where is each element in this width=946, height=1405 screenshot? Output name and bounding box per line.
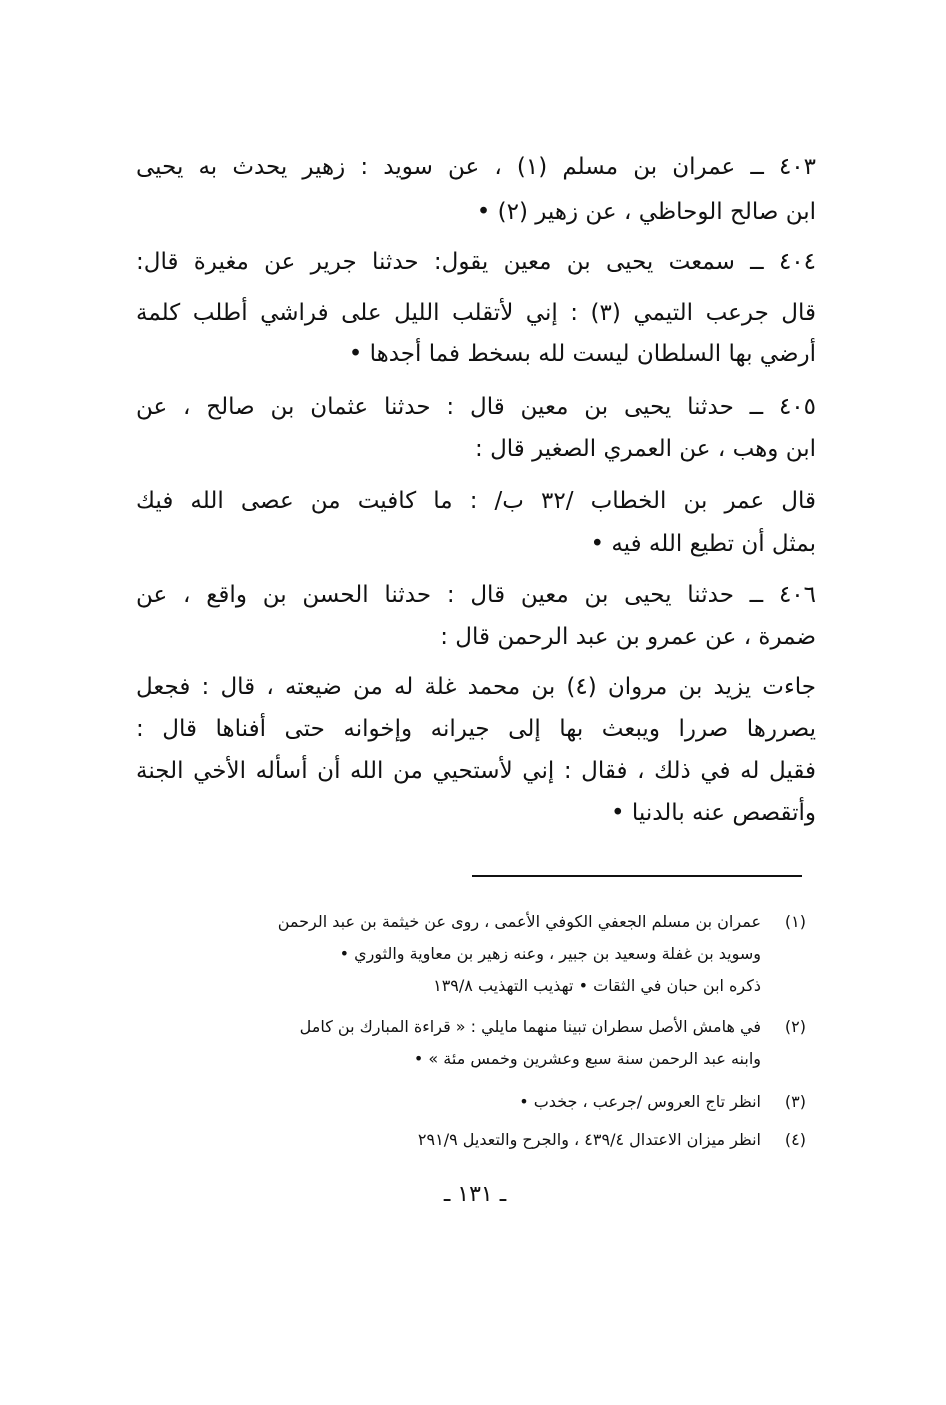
footnote-line: انظر ميزان الاعتدال ٤٣٩/٤ ، والجرح والتعديل ٢٩١/٩ <box>417 1130 761 1149</box>
body-line: جاءت يزيد بن مروان (٤) بن محمد غلة له من ضيعته ، قال : فجعل <box>136 674 816 700</box>
body-line: ٤٠٤ ــ سمعت يحيى بن معين يقول: حدثنا جرير عن مغيرة قال: <box>136 249 816 275</box>
footnote-number: (٣) <box>784 1092 806 1111</box>
body-line: فقيل له في ذلك ، فقال : إني لأستحيي من الله أن أسأله الأخي الجنة <box>136 758 816 784</box>
body-line: ٤٠٥ ــ حدثنا يحيى بن معين قال : حدثنا عثمان بن صالح ، عن <box>136 394 816 420</box>
body-line: يصررها صررا ويبعث بها إلى جيرانه وإخوانه حتى أفناها قال : <box>136 716 816 742</box>
body-line: ضمرة ، عن عمرو بن عبد الرحمن قال : <box>440 624 816 650</box>
body-line: ٤٠٣ ــ عمران بن مسلم (١) ، عن سويد : زهير يحدث به يحيى <box>136 154 816 180</box>
body-line: بمثل أن تطيع الله فيه • <box>590 531 816 557</box>
body-line: أرضي بها السلطان ليست لله بسخط فما أجدها • <box>348 341 816 367</box>
body-line: وأتقصص عنه بالدنيا • <box>611 800 816 826</box>
footnote-line: في هامش الأصل سطران تبينا منهما مايلي : « قراءة المبارك بن كامل <box>299 1017 761 1036</box>
page-number: ـ ١٣١ ـ <box>443 1182 507 1207</box>
footnote-number: (٢) <box>784 1017 806 1036</box>
body-line: ابن وهب ، عن العمري الصغير قال : <box>475 436 816 462</box>
footnote-separator <box>472 875 802 877</box>
body-line: ٤٠٦ ــ حدثنا يحيى بن معين قال : حدثنا الحسن بن واقع ، عن <box>136 582 816 608</box>
body-line: ابن صالح الوحاظي ، عن زهير (٢) • <box>476 199 816 225</box>
footnote-line: وسويد بن غفلة وسعيد بن جبير ، وعنه زهير بن معاوية والثوري • <box>339 944 761 963</box>
footnote-line: عمران بن مسلم الجعفي الكوفي الأعمى ، روى عن خيثمة بن عبد الرحمن <box>277 912 761 931</box>
body-line: قال جرعب التيمي (٣) : إني لأتقلب الليل على فراشي أطلب كلمة <box>136 300 816 326</box>
body-line: قال عمر بن الخطاب /٣٢ ب/ : ما كافيت من عصى الله فيك <box>136 488 816 514</box>
footnote-number: (١) <box>784 912 806 931</box>
footnote-line: وابنه عبد الرحمن سنة سبع وعشرين وخمس مئة » • <box>413 1049 761 1068</box>
footnote-line: انظر تاج العروس /جرعب ، جخدب • <box>519 1092 761 1111</box>
footnote-number: (٤) <box>784 1130 806 1149</box>
footnote-line: ذكره ابن حبان في الثقات • تهذيب التهذيب ١٣٩/٨ <box>433 976 761 995</box>
